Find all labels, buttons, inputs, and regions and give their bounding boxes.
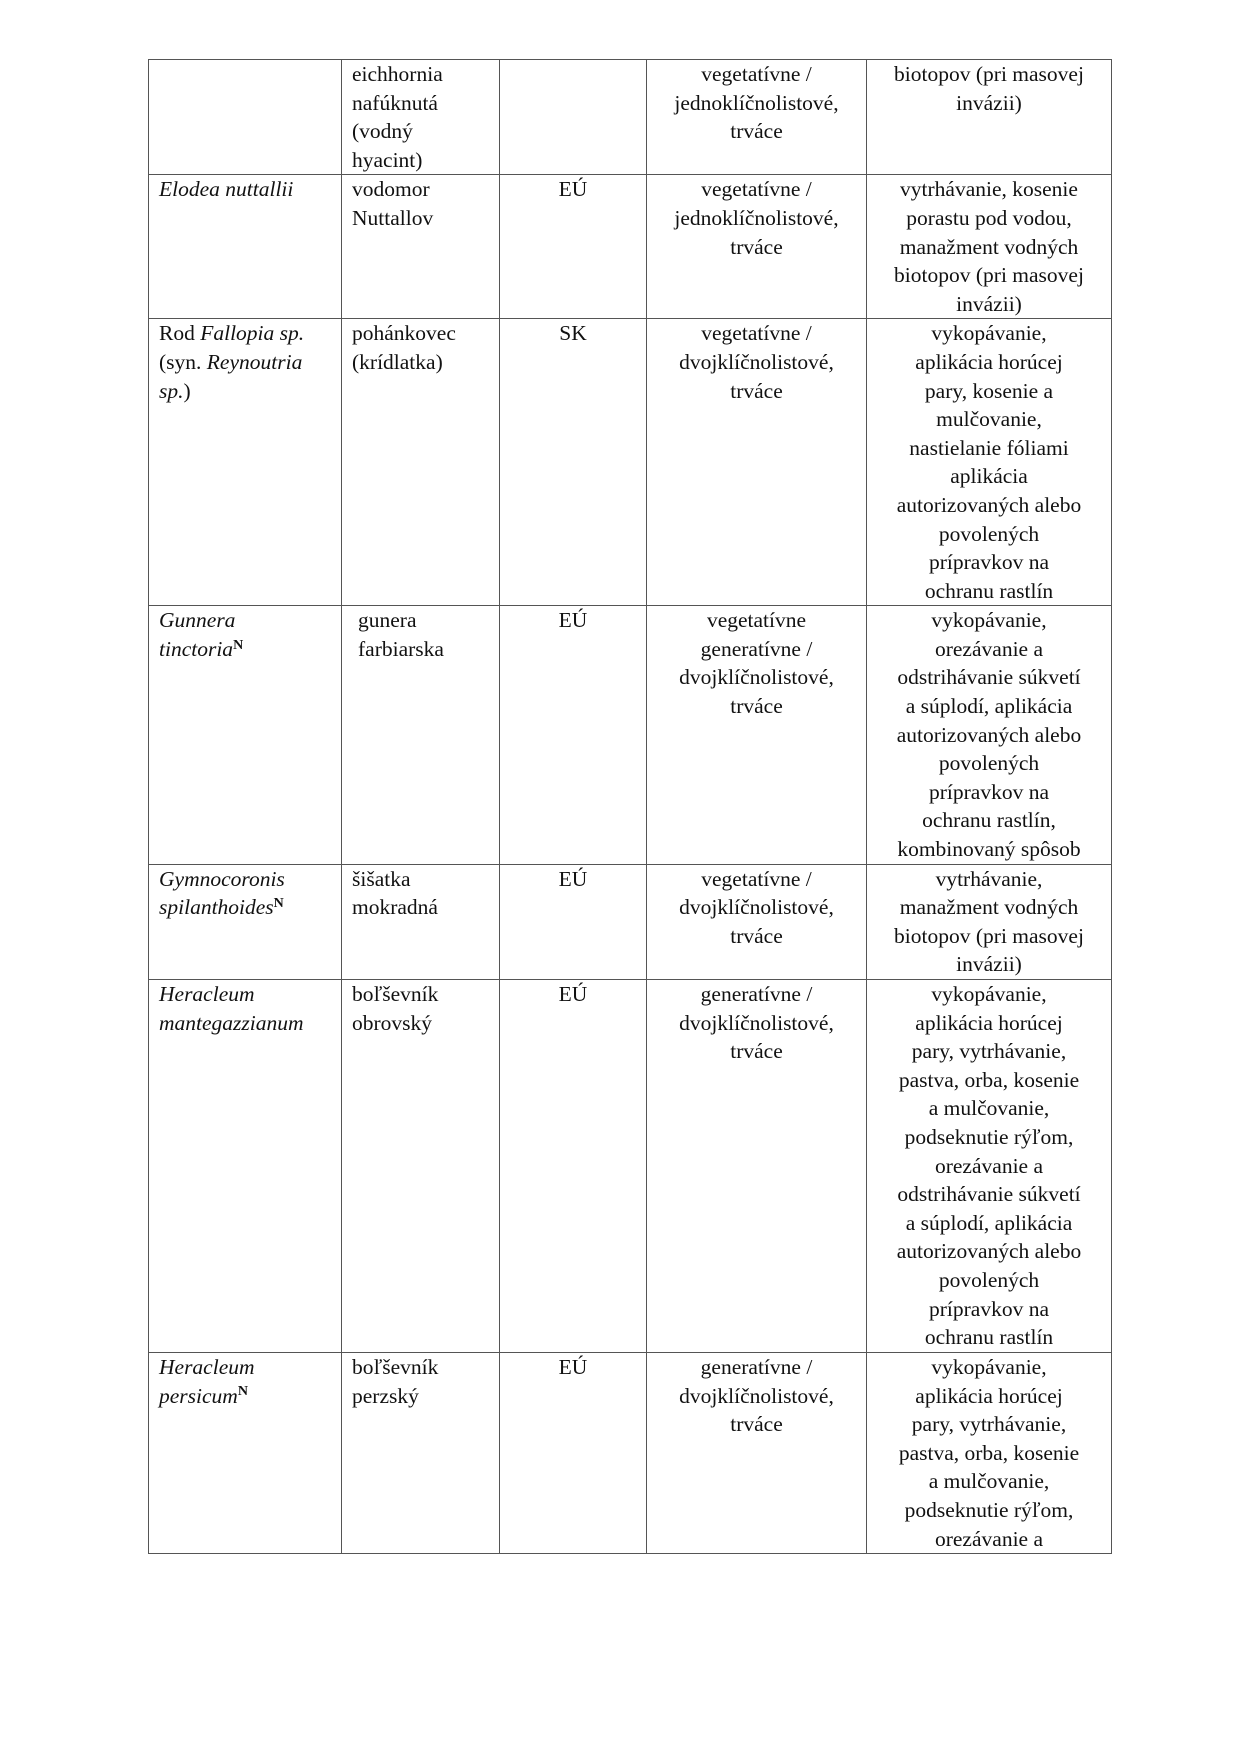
reproduction-type-cell: vegetatívne / dvojklíčnolistové, trváce [647, 319, 867, 606]
region-cell: EÚ [500, 175, 647, 319]
latin-species: mantegazzianum [159, 1010, 304, 1035]
common-name-cell: eichhornia nafúknutá (vodný hyacint) [342, 60, 500, 175]
control-measures-cell: biotopov (pri masovej invázii) [867, 60, 1112, 175]
control-measures-cell: vykopávanie, aplikácia horúcej pary, vytrhávanie, pastva, orba, kosenie a mulčovanie, podseknutie rýľom, orezávanie a odstrihávanie súkvetí a súplodí, aplikácia autorizovaných alebo povolených prípravkov na ochranu rastlín [867, 980, 1112, 1353]
reproduction-type-cell: vegetatívne / jednoklíčnolistové, trváce [647, 60, 867, 175]
region-cell: EÚ [500, 606, 647, 864]
latin-synonym: Reynoutria [206, 349, 303, 374]
latin-species: tinctoria [159, 636, 234, 661]
reproduction-type-cell: generatívne / dvojklíčnolistové, trváce [647, 980, 867, 1353]
latin-name-cell: Elodea nuttallii [149, 175, 342, 319]
latin-genus: Heracleum [159, 1355, 255, 1379]
region-cell [500, 60, 647, 175]
latin-name-cell [149, 606, 342, 864]
reproduction-type-cell: generatívne / dvojklíčnolistové, trváce [647, 1353, 867, 1554]
reproduction-type-cell: vegetatívne generatívne / dvojklíčnolistové, trváce [647, 606, 867, 864]
table-row [149, 864, 1112, 979]
common-name-cell: boľševník perzský [342, 1353, 500, 1554]
latin-species: persicum [159, 1383, 238, 1408]
note-marker: N [233, 637, 244, 653]
latin-name-cell [149, 1353, 342, 1554]
latin-genus: Fallopia sp. [200, 321, 305, 346]
note-marker: N [237, 1384, 248, 1400]
control-measures-cell: vykopávanie, aplikácia horúcej pary, vytrhávanie, pastva, orba, kosenie a mulčovanie, podseknutie rýľom, orezávanie a [867, 1353, 1112, 1554]
control-measures-cell: vytrhávanie, manažment vodných biotopov (pri masovej invázii) [867, 864, 1112, 979]
latin-synonym-suffix: ) [183, 378, 191, 403]
latin-prefix: Rod [159, 321, 201, 346]
region-cell: EÚ [500, 980, 647, 1353]
control-measures-cell: vykopávanie, aplikácia horúcej pary, kosenie a mulčovanie, nastielanie fóliami aplikácia autorizovaných alebo povolených prípravkov na ochranu rastlín [867, 319, 1112, 606]
latin-name-cell [149, 319, 342, 606]
common-name-cell: boľševník obrovský [342, 980, 500, 1353]
control-measures-cell: vykopávanie, orezávanie a odstrihávanie súkvetí a súplodí, aplikácia autorizovaných alebo povolených prípravkov na ochranu rastlín, kombinovaný spôsob [867, 606, 1112, 864]
region-cell: EÚ [500, 1353, 647, 1554]
latin-genus: Gunnera [159, 608, 236, 633]
control-measures-cell: vytrhávanie, kosenie porastu pod vodou, manažment vodných biotopov (pri masovej invázii) [867, 175, 1112, 319]
latin-name-cell [149, 864, 342, 979]
region-cell: EÚ [500, 864, 647, 979]
latin-species: spilanthoides [159, 895, 274, 920]
latin-name-cell [149, 980, 342, 1353]
common-name-cell: gunera farbiarska [342, 606, 500, 864]
table-row [149, 1353, 1112, 1554]
note-marker: N [273, 896, 284, 912]
latin-synonym-sp: sp. [159, 378, 184, 403]
latin-synonym-prefix: (syn. [159, 349, 207, 374]
common-name-cell: šišatka mokradná [342, 864, 500, 979]
table-row [149, 175, 1112, 319]
invasive-species-table [148, 59, 1112, 1554]
common-name-cell: vodomor Nuttallov [342, 175, 500, 319]
reproduction-type-cell: vegetatívne / jednoklíčnolistové, trváce [647, 175, 867, 319]
table-row [149, 60, 1112, 175]
latin-genus: Heracleum [159, 982, 255, 1006]
common-name-cell: pohánkovec (krídlatka) [342, 319, 500, 606]
region-cell: SK [500, 319, 647, 606]
reproduction-type-cell: vegetatívne / dvojklíčnolistové, trváce [647, 864, 867, 979]
table-row [149, 606, 1112, 864]
table-row [149, 319, 1112, 606]
latin-genus: Gymnocoronis [159, 866, 285, 891]
latin-name-cell [149, 60, 342, 175]
table-row [149, 980, 1112, 1353]
